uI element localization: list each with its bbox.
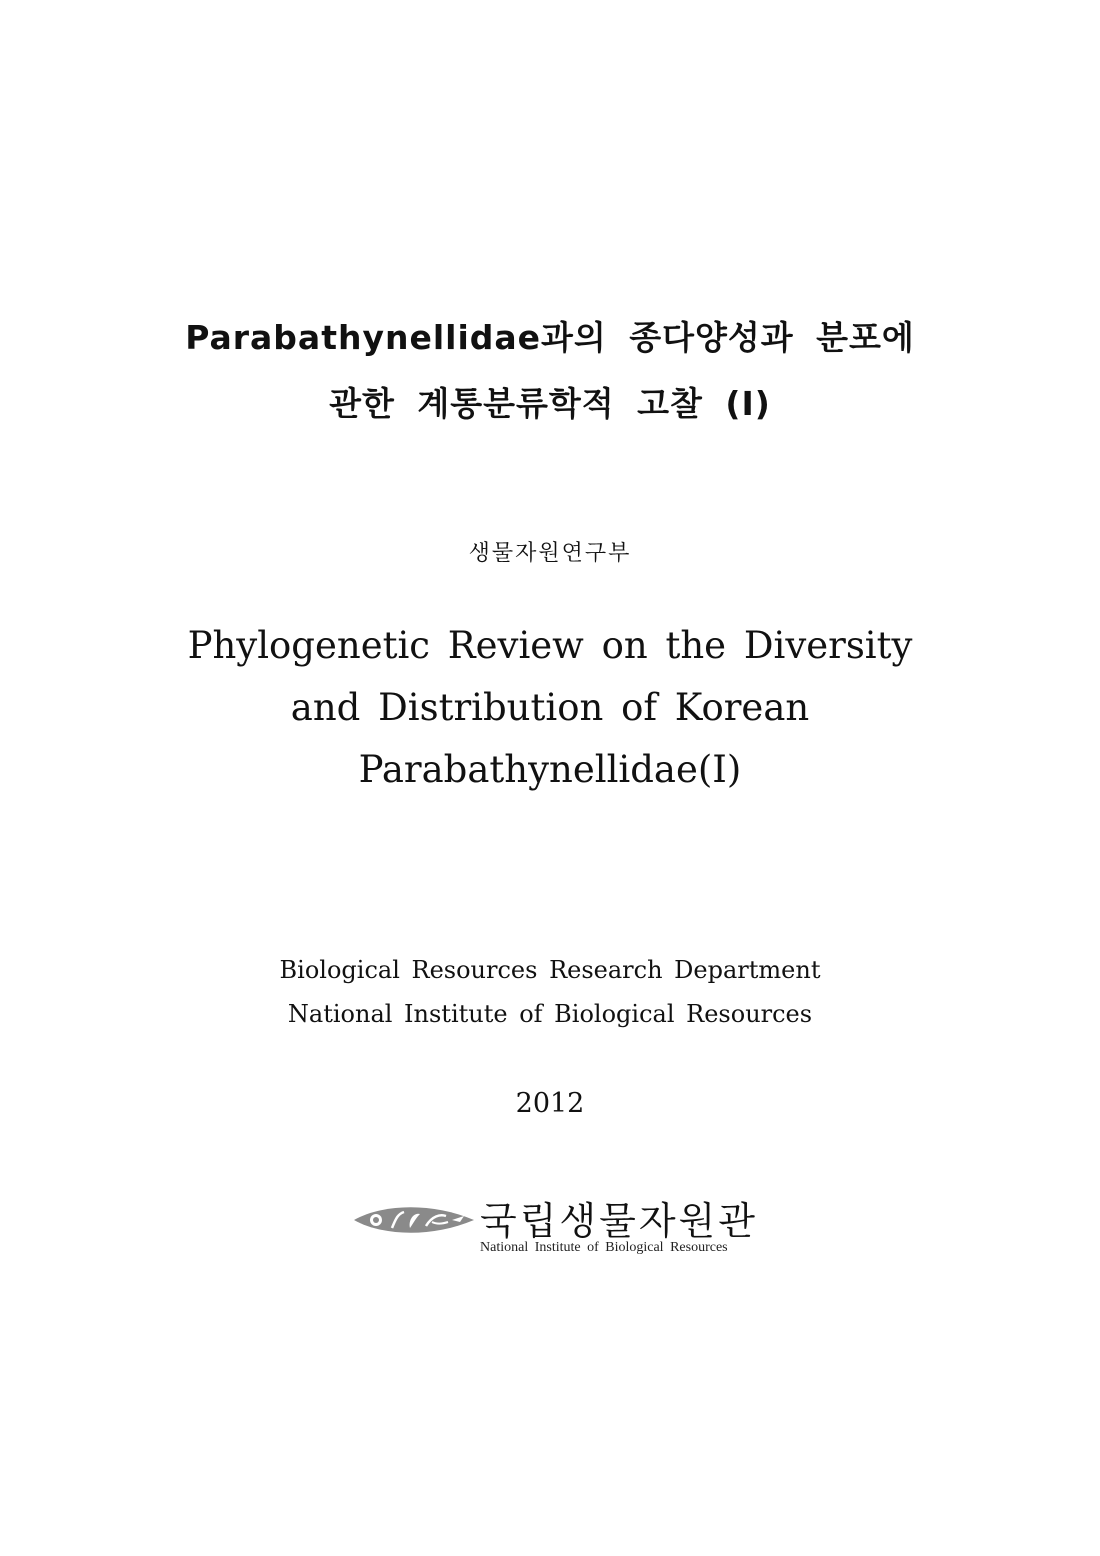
logo-name-en: National Institute of Biological Resources (480, 1240, 728, 1255)
title-en-line3: Parabathynellidae(I) (358, 748, 742, 791)
affiliation-institute: National Institute of Biological Resources (287, 1000, 813, 1028)
institute-logo (352, 1188, 762, 1264)
affiliation-department: Biological Resources Research Department (279, 956, 821, 984)
title-kr-line1: Parabathynellidae과의 종다양성과 분포에 (185, 318, 915, 357)
title-kr-line2: 관한 계통분류학적 고찰 (I) (329, 384, 771, 423)
leaf-emblem-icon (352, 1202, 476, 1238)
logo-name-kr: 국립생물자원관 (480, 1199, 758, 1243)
department-kr: 생물자원연구부 (468, 541, 632, 566)
title-en-line2: and Distribution of Korean (290, 686, 810, 729)
title-en-line1: Phylogenetic Review on the Diversity (187, 624, 913, 667)
publication-year: 2012 (515, 1088, 585, 1119)
